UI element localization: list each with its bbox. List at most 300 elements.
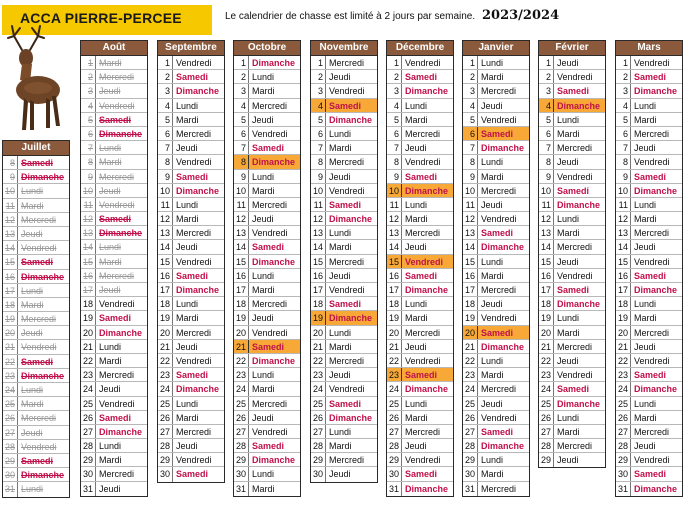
day-cell[interactable]: [81, 113, 147, 127]
day-cell[interactable]: [616, 297, 682, 311]
day-cell[interactable]: [616, 212, 682, 226]
day-cell[interactable]: [234, 425, 300, 439]
day-cell[interactable]: [463, 467, 529, 481]
day-cell[interactable]: [3, 241, 69, 255]
day-cell[interactable]: [234, 326, 300, 340]
day-cell[interactable]: [539, 240, 605, 254]
day-number: 16: [311, 269, 326, 282]
day-cell[interactable]: [539, 198, 605, 212]
day-cell[interactable]: [311, 354, 377, 368]
day-cell[interactable]: [311, 226, 377, 240]
day-cell[interactable]: [539, 184, 605, 198]
day-cell[interactable]: [387, 127, 453, 141]
day-cell[interactable]: [387, 368, 453, 382]
day-name: Mardi: [176, 114, 199, 125]
day-cell[interactable]: [463, 482, 529, 496]
day-number: 30: [81, 467, 96, 480]
day-cell[interactable]: [463, 326, 529, 340]
day-cell[interactable]: [463, 198, 529, 212]
day-cell[interactable]: [539, 382, 605, 396]
day-cell[interactable]: [158, 70, 224, 84]
day-number: 4: [616, 99, 631, 112]
day-cell[interactable]: [311, 127, 377, 141]
day-cell[interactable]: [463, 368, 529, 382]
day-cell[interactable]: [311, 382, 377, 396]
day-cell[interactable]: [463, 354, 529, 368]
day-cell[interactable]: [616, 283, 682, 297]
day-cell[interactable]: [81, 368, 147, 382]
day-cell[interactable]: [158, 198, 224, 212]
day-cell[interactable]: [387, 56, 453, 70]
day-cell[interactable]: [158, 113, 224, 127]
day-cell[interactable]: [81, 99, 147, 113]
day-number: 15: [234, 255, 249, 268]
day-name: Mercredi: [481, 86, 517, 97]
day-cell[interactable]: [234, 311, 300, 325]
day-cell[interactable]: [616, 99, 682, 113]
day-cell[interactable]: [81, 127, 147, 141]
day-cell[interactable]: [387, 84, 453, 98]
day-cell[interactable]: [616, 255, 682, 269]
day-cell[interactable]: [311, 453, 377, 467]
day-cell[interactable]: [463, 425, 529, 439]
day-name: Lundi: [176, 299, 199, 310]
day-cell[interactable]: [311, 255, 377, 269]
day-name: Mardi: [99, 157, 122, 168]
day-cell[interactable]: [158, 340, 224, 354]
day-number: 31: [616, 482, 631, 496]
day-cell[interactable]: [539, 368, 605, 382]
day-cell[interactable]: [616, 170, 682, 184]
day-cell[interactable]: [616, 411, 682, 425]
day-cell[interactable]: [539, 84, 605, 98]
day-cell[interactable]: [3, 199, 69, 213]
day-cell[interactable]: [463, 411, 529, 425]
day-number: 23: [3, 369, 18, 382]
day-cell[interactable]: [539, 255, 605, 269]
day-cell[interactable]: [616, 453, 682, 467]
day-cell[interactable]: [387, 453, 453, 467]
day-name: Lundi: [329, 327, 352, 338]
day-cell[interactable]: [3, 482, 69, 496]
day-cell[interactable]: [3, 184, 69, 198]
day-cell[interactable]: [3, 369, 69, 383]
day-cell[interactable]: [234, 453, 300, 467]
day-name: Jeudi: [481, 398, 503, 409]
day-name: Vendredi: [329, 185, 365, 196]
day-cell[interactable]: [81, 397, 147, 411]
day-cell[interactable]: [387, 482, 453, 496]
day-cell[interactable]: [81, 439, 147, 453]
day-cell[interactable]: [81, 326, 147, 340]
day-cell[interactable]: [311, 283, 377, 297]
day-cell[interactable]: [234, 340, 300, 354]
day-cell[interactable]: [387, 297, 453, 311]
day-cell[interactable]: [539, 283, 605, 297]
day-cell[interactable]: [616, 127, 682, 141]
day-cell[interactable]: [539, 297, 605, 311]
day-cell[interactable]: [234, 184, 300, 198]
day-cell[interactable]: [234, 368, 300, 382]
day-cell[interactable]: [616, 326, 682, 340]
day-cell[interactable]: [234, 226, 300, 240]
day-cell[interactable]: [463, 113, 529, 127]
day-cell[interactable]: [3, 397, 69, 411]
day-cell[interactable]: [234, 283, 300, 297]
day-cell[interactable]: [81, 297, 147, 311]
day-cell[interactable]: [616, 269, 682, 283]
day-cell[interactable]: [158, 368, 224, 382]
day-cell[interactable]: [539, 226, 605, 240]
day-cell[interactable]: [463, 141, 529, 155]
day-cell[interactable]: [387, 198, 453, 212]
day-cell[interactable]: [81, 141, 147, 155]
day-cell[interactable]: [616, 141, 682, 155]
day-cell[interactable]: [616, 340, 682, 354]
day-cell[interactable]: [387, 467, 453, 481]
day-cell[interactable]: [387, 425, 453, 439]
day-cell[interactable]: [234, 240, 300, 254]
day-cell[interactable]: [158, 184, 224, 198]
day-number: 26: [81, 411, 96, 424]
day-cell[interactable]: [539, 439, 605, 453]
day-cell[interactable]: [387, 255, 453, 269]
day-cell[interactable]: [158, 453, 224, 467]
day-cell[interactable]: [616, 482, 682, 496]
day-number: 11: [616, 198, 631, 211]
day-cell[interactable]: [616, 70, 682, 84]
day-cell[interactable]: [234, 411, 300, 425]
day-cell[interactable]: [3, 298, 69, 312]
day-cell[interactable]: [311, 439, 377, 453]
day-number: 31: [3, 482, 18, 496]
day-cell[interactable]: [463, 99, 529, 113]
day-cell[interactable]: [311, 297, 377, 311]
day-cell[interactable]: [387, 411, 453, 425]
day-cell[interactable]: [311, 155, 377, 169]
day-cell[interactable]: [387, 141, 453, 155]
day-name: Lundi: [405, 299, 428, 310]
day-cell[interactable]: [387, 184, 453, 198]
day-cell[interactable]: [81, 453, 147, 467]
day-cell[interactable]: [311, 212, 377, 226]
day-cell[interactable]: [311, 411, 377, 425]
day-cell[interactable]: [463, 84, 529, 98]
day-cell[interactable]: [387, 397, 453, 411]
day-cell[interactable]: [158, 311, 224, 325]
day-cell[interactable]: [158, 269, 224, 283]
day-cell[interactable]: [234, 113, 300, 127]
day-cell[interactable]: [539, 99, 605, 113]
day-cell[interactable]: [311, 99, 377, 113]
day-cell[interactable]: [463, 240, 529, 254]
day-cell[interactable]: [616, 368, 682, 382]
day-cell[interactable]: [158, 411, 224, 425]
day-cell[interactable]: [616, 198, 682, 212]
day-cell[interactable]: [81, 354, 147, 368]
day-cell[interactable]: [3, 255, 69, 269]
day-cell[interactable]: [463, 56, 529, 70]
day-cell[interactable]: [539, 311, 605, 325]
day-cell[interactable]: [158, 439, 224, 453]
day-cell[interactable]: [539, 155, 605, 169]
day-cell[interactable]: [616, 397, 682, 411]
day-cell[interactable]: [463, 255, 529, 269]
day-cell[interactable]: [81, 84, 147, 98]
day-cell[interactable]: [616, 240, 682, 254]
day-name: Jeudi: [252, 412, 274, 423]
day-cell[interactable]: [234, 297, 300, 311]
day-cell[interactable]: [311, 326, 377, 340]
day-cell[interactable]: [81, 155, 147, 169]
day-cell[interactable]: [234, 198, 300, 212]
day-name: Lundi: [405, 199, 428, 210]
day-cell[interactable]: [539, 425, 605, 439]
day-number: 12: [234, 212, 249, 225]
day-cell[interactable]: [539, 170, 605, 184]
day-cell[interactable]: [539, 340, 605, 354]
day-cell[interactable]: [3, 426, 69, 440]
day-cell[interactable]: [463, 226, 529, 240]
day-cell[interactable]: [539, 212, 605, 226]
day-cell[interactable]: [3, 227, 69, 241]
day-cell[interactable]: [539, 453, 605, 467]
day-cell[interactable]: [539, 411, 605, 425]
day-cell[interactable]: [234, 155, 300, 169]
day-name: Dimanche: [329, 214, 373, 225]
day-name: Samedi: [329, 299, 362, 310]
day-cell[interactable]: [81, 184, 147, 198]
day-cell[interactable]: [311, 311, 377, 325]
day-cell[interactable]: [3, 213, 69, 227]
day-cell[interactable]: [463, 311, 529, 325]
day-cell[interactable]: [234, 84, 300, 98]
day-cell[interactable]: [234, 127, 300, 141]
day-cell[interactable]: [158, 297, 224, 311]
day-cell[interactable]: [616, 184, 682, 198]
day-cell[interactable]: [158, 425, 224, 439]
day-cell[interactable]: [616, 84, 682, 98]
day-cell[interactable]: [81, 170, 147, 184]
day-cell[interactable]: [387, 155, 453, 169]
day-cell[interactable]: [81, 198, 147, 212]
day-cell[interactable]: [81, 226, 147, 240]
day-cell[interactable]: [81, 56, 147, 70]
day-cell[interactable]: [539, 127, 605, 141]
day-cell[interactable]: [3, 454, 69, 468]
day-cell[interactable]: [463, 269, 529, 283]
day-cell[interactable]: [3, 312, 69, 326]
day-cell[interactable]: [463, 439, 529, 453]
day-cell[interactable]: [616, 155, 682, 169]
day-cell[interactable]: [234, 99, 300, 113]
day-cell[interactable]: [3, 383, 69, 397]
day-cell[interactable]: [3, 468, 69, 482]
day-cell[interactable]: [616, 425, 682, 439]
day-cell[interactable]: [539, 269, 605, 283]
day-cell[interactable]: [158, 127, 224, 141]
day-number: 29: [81, 453, 96, 466]
day-cell[interactable]: [158, 84, 224, 98]
day-cell[interactable]: [311, 269, 377, 283]
day-cell[interactable]: [234, 141, 300, 155]
day-cell[interactable]: [387, 311, 453, 325]
day-cell[interactable]: [234, 482, 300, 496]
day-cell[interactable]: [463, 340, 529, 354]
day-cell[interactable]: [463, 70, 529, 84]
day-cell[interactable]: [387, 382, 453, 396]
day-cell[interactable]: [539, 70, 605, 84]
day-number: 4: [81, 99, 96, 112]
day-name: Vendredi: [252, 228, 288, 239]
day-cell[interactable]: [539, 56, 605, 70]
day-cell[interactable]: [81, 382, 147, 396]
day-cell[interactable]: [3, 411, 69, 425]
day-cell[interactable]: [387, 439, 453, 453]
day-cell[interactable]: [3, 156, 69, 170]
day-cell[interactable]: [387, 212, 453, 226]
day-number: 9: [311, 170, 326, 183]
day-cell[interactable]: [387, 340, 453, 354]
day-cell[interactable]: [311, 397, 377, 411]
day-cell[interactable]: [311, 198, 377, 212]
day-cell[interactable]: [81, 482, 147, 496]
day-cell[interactable]: [311, 240, 377, 254]
day-cell[interactable]: [616, 56, 682, 70]
day-cell[interactable]: [616, 439, 682, 453]
day-cell[interactable]: [311, 368, 377, 382]
day-cell[interactable]: [81, 425, 147, 439]
day-cell[interactable]: [3, 340, 69, 354]
day-cell[interactable]: [539, 141, 605, 155]
day-cell[interactable]: [234, 269, 300, 283]
day-cell[interactable]: [3, 355, 69, 369]
day-cell[interactable]: [234, 170, 300, 184]
day-cell[interactable]: [539, 397, 605, 411]
day-cell[interactable]: [234, 70, 300, 84]
day-cell[interactable]: [234, 56, 300, 70]
day-name: Lundi: [405, 100, 428, 111]
day-cell[interactable]: [3, 170, 69, 184]
day-cell[interactable]: [387, 240, 453, 254]
day-cell[interactable]: [311, 184, 377, 198]
day-cell[interactable]: [387, 170, 453, 184]
day-cell[interactable]: [158, 155, 224, 169]
day-cell[interactable]: [463, 170, 529, 184]
day-cell[interactable]: [81, 70, 147, 84]
day-cell[interactable]: [81, 240, 147, 254]
day-cell[interactable]: [311, 170, 377, 184]
day-cell[interactable]: [158, 382, 224, 396]
day-cell[interactable]: [158, 397, 224, 411]
day-cell[interactable]: [311, 141, 377, 155]
day-cell[interactable]: [616, 382, 682, 396]
day-cell[interactable]: [616, 467, 682, 481]
day-cell[interactable]: [234, 255, 300, 269]
day-cell[interactable]: [234, 212, 300, 226]
day-cell[interactable]: [158, 226, 224, 240]
day-cell[interactable]: [463, 155, 529, 169]
day-cell[interactable]: [81, 212, 147, 226]
day-cell[interactable]: [81, 269, 147, 283]
day-cell[interactable]: [3, 326, 69, 340]
day-cell[interactable]: [81, 340, 147, 354]
day-cell[interactable]: [3, 440, 69, 454]
day-cell[interactable]: [311, 113, 377, 127]
day-cell[interactable]: [463, 382, 529, 396]
day-cell[interactable]: [311, 70, 377, 84]
day-cell[interactable]: [539, 326, 605, 340]
day-cell[interactable]: [81, 411, 147, 425]
day-cell[interactable]: [158, 170, 224, 184]
day-cell[interactable]: [311, 56, 377, 70]
day-cell[interactable]: [3, 270, 69, 284]
day-cell[interactable]: [463, 184, 529, 198]
day-cell[interactable]: [311, 467, 377, 481]
day-cell[interactable]: [158, 467, 224, 481]
day-number: 9: [387, 170, 402, 183]
day-cell[interactable]: [234, 397, 300, 411]
day-cell[interactable]: [3, 284, 69, 298]
day-cell[interactable]: [387, 283, 453, 297]
day-cell[interactable]: [311, 425, 377, 439]
day-cell[interactable]: [463, 283, 529, 297]
day-cell[interactable]: [158, 212, 224, 226]
day-cell[interactable]: [616, 311, 682, 325]
day-cell[interactable]: [81, 283, 147, 297]
day-cell[interactable]: [616, 113, 682, 127]
day-cell[interactable]: [616, 226, 682, 240]
day-cell[interactable]: [234, 354, 300, 368]
day-cell[interactable]: [234, 382, 300, 396]
day-cell[interactable]: [387, 269, 453, 283]
day-cell[interactable]: [539, 354, 605, 368]
day-cell[interactable]: [463, 212, 529, 226]
day-cell[interactable]: [463, 453, 529, 467]
day-cell[interactable]: [81, 311, 147, 325]
day-cell[interactable]: [234, 467, 300, 481]
day-cell[interactable]: [158, 141, 224, 155]
day-cell[interactable]: [158, 255, 224, 269]
day-cell[interactable]: [387, 113, 453, 127]
day-cell[interactable]: [158, 56, 224, 70]
day-cell[interactable]: [81, 255, 147, 269]
day-cell[interactable]: [81, 467, 147, 481]
day-cell[interactable]: [158, 240, 224, 254]
day-cell[interactable]: [311, 340, 377, 354]
day-cell[interactable]: [463, 397, 529, 411]
day-cell[interactable]: [158, 283, 224, 297]
day-cell[interactable]: [616, 354, 682, 368]
day-cell[interactable]: [158, 354, 224, 368]
day-cell[interactable]: [539, 113, 605, 127]
day-name: Samedi: [99, 214, 132, 225]
day-cell[interactable]: [387, 99, 453, 113]
day-cell[interactable]: [311, 84, 377, 98]
day-cell[interactable]: [387, 354, 453, 368]
day-cell[interactable]: [387, 70, 453, 84]
day-cell[interactable]: [158, 326, 224, 340]
day-cell[interactable]: [158, 99, 224, 113]
day-cell[interactable]: [387, 326, 453, 340]
day-cell[interactable]: [387, 226, 453, 240]
day-number: 15: [463, 255, 478, 268]
day-cell[interactable]: [463, 297, 529, 311]
day-name: Lundi: [481, 58, 504, 68]
day-cell[interactable]: [463, 127, 529, 141]
day-number: 5: [311, 113, 326, 126]
day-cell[interactable]: [234, 439, 300, 453]
